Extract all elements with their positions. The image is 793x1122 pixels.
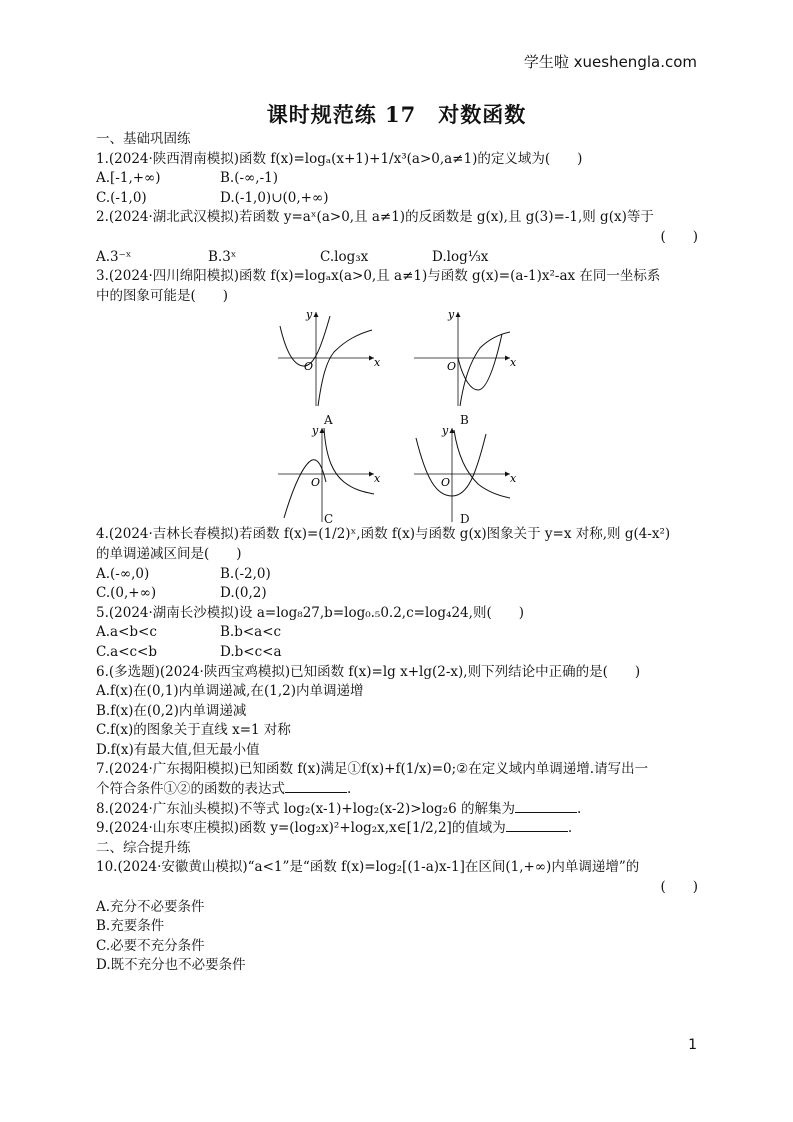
y-axis-arrow-icon bbox=[456, 312, 461, 317]
q10-option-b[interactable]: B.充要条件 bbox=[96, 918, 165, 935]
page-number: 1 bbox=[688, 1037, 697, 1053]
log-curve bbox=[454, 430, 510, 498]
q9-answer-blank[interactable] bbox=[506, 819, 568, 832]
q8-stem: 8.(2024·广东汕头模拟)不等式 log₂(x-1)+log₂(x-2)>log₂6 的解集为 bbox=[96, 800, 515, 817]
q10-answer-paren: ( ) bbox=[660, 879, 698, 896]
q3-label-d: D bbox=[460, 512, 470, 527]
q7-stem-2-line bbox=[96, 780, 698, 800]
document-body bbox=[96, 130, 698, 976]
page-title: 课时规范练 17 对数函数 bbox=[266, 102, 527, 127]
q1-option-b[interactable]: B.(-∞,-1) bbox=[220, 170, 278, 187]
q8-answer-blank[interactable] bbox=[515, 800, 577, 813]
q1-option-c[interactable]: C.(-1,0) bbox=[96, 189, 147, 206]
q5-options-row2 bbox=[96, 643, 698, 663]
y-axis-label: y bbox=[312, 424, 319, 438]
q8-line bbox=[96, 800, 698, 820]
q4-options-row2 bbox=[96, 584, 698, 604]
q2-option-a[interactable]: A.3⁻ˣ bbox=[96, 248, 132, 265]
q2-options bbox=[96, 248, 698, 268]
x-axis-label: x bbox=[374, 356, 381, 370]
q10-paren-line bbox=[96, 878, 698, 898]
q6-stem: 6.(多选题)(2024·陕西宝鸡模拟)已知函数 f(x)=lg x+lg(2-x),则下列结论中正确的是( ) bbox=[96, 663, 641, 680]
q1-option-d[interactable]: D.(-1,0)∪(0,+∞) bbox=[220, 189, 329, 206]
q3-label-c: C bbox=[324, 512, 334, 527]
q7-stem-1: 7.(2024·广东揭阳模拟)已知函数 f(x)满足①f(x)+f(1/x)=0;②在定义域内单调递增.请写出一 bbox=[96, 761, 649, 778]
q5-option-d[interactable]: D.b<c<a bbox=[220, 643, 282, 660]
q9-stem: 9.(2024·山东枣庄模拟)函数 y=(log₂x)²+log₂x,x∈[1/2,2]的值域为 bbox=[96, 820, 506, 837]
q3-stem-1: 3.(2024·四川绵阳模拟)函数 f(x)=logₐx(a>0,且 a≠1)与函数 g(x)=(a-1)x²-ax 在同一坐标系 bbox=[96, 268, 661, 285]
q9-end: . bbox=[567, 820, 573, 837]
watermark: 学生啦 xueshengla.com bbox=[523, 53, 697, 71]
x-axis-label: x bbox=[510, 356, 517, 370]
section-heading-1: 一、基础巩固练 bbox=[96, 131, 191, 147]
q5-option-b[interactable]: B.b<a<c bbox=[220, 624, 282, 641]
q7-answer-blank[interactable] bbox=[285, 780, 347, 793]
q1-options-row2 bbox=[96, 189, 698, 209]
q4-option-c[interactable]: C.(0,+∞) bbox=[96, 585, 157, 602]
q3-graph-d[interactable] bbox=[414, 424, 534, 524]
q4-option-d[interactable]: D.(0,2) bbox=[220, 585, 267, 602]
q4-option-a[interactable]: A.(-∞,0) bbox=[96, 565, 150, 582]
q5-option-c[interactable]: C.a<c<b bbox=[96, 643, 158, 660]
q2-option-c[interactable]: C.log₃x bbox=[320, 248, 369, 265]
y-axis-label: y bbox=[448, 308, 455, 322]
q1-options-row1 bbox=[96, 169, 698, 189]
q2-option-d[interactable]: D.log⅓x bbox=[432, 248, 489, 265]
q6-option-d[interactable]: D.f(x)有最大值,但无最小值 bbox=[96, 741, 260, 758]
q6-option-a[interactable]: A.f(x)在(0,1)内单调递减,在(1,2)内单调递增 bbox=[96, 683, 364, 700]
q10-stem: 10.(2024·安徽黄山模拟)“a<1”是“函数 f(x)=log₂[(1-a)x-1]在区间(1,+∞)内单调递增”的 bbox=[96, 859, 640, 876]
q3-figures bbox=[96, 308, 698, 527]
q3-graph-b[interactable] bbox=[414, 308, 534, 408]
q10-option-d[interactable]: D.既不充分也不必要条件 bbox=[96, 957, 246, 974]
q1-option-a[interactable]: A.[-1,+∞) bbox=[96, 170, 161, 187]
q3-label-b: B bbox=[460, 413, 469, 428]
log-curve bbox=[318, 330, 372, 406]
q2-option-b[interactable]: B.3ˣ bbox=[208, 248, 237, 265]
q1-stem: 1.(2024·陕西渭南模拟)函数 f(x)=logₐ(x+1)+1/x³(a>0,a≠1)的定义域为( ) bbox=[96, 150, 583, 167]
q8-end: . bbox=[576, 800, 582, 817]
y-axis-label: y bbox=[442, 424, 449, 438]
x-axis-label: x bbox=[374, 472, 381, 486]
q2-stem: 2.(2024·湖北武汉模拟)若函数 y=aˣ(a>0,且 a≠1)的反函数是 g(x),且 g(3)=-1,则 g(x)等于 bbox=[96, 209, 654, 226]
q4-stem-1: 4.(2024·吉林长春模拟)若函数 f(x)=(1/2)ˣ,函数 f(x)与函数 g(x)图象关于 y=x 对称,则 g(4-x²) bbox=[96, 526, 671, 543]
origin-label: O bbox=[441, 476, 451, 490]
y-axis-arrow-icon bbox=[314, 312, 319, 317]
q2-paren-line bbox=[96, 228, 698, 248]
q3-label-a: A bbox=[324, 413, 333, 428]
parabola-curve bbox=[416, 434, 486, 496]
q10-option-c[interactable]: C.必要不充分条件 bbox=[96, 937, 205, 954]
q6-option-b[interactable]: B.f(x)在(0,2)内单调递减 bbox=[96, 702, 247, 719]
q7-end: . bbox=[347, 781, 352, 798]
parabola-curve bbox=[280, 316, 330, 366]
origin-label: O bbox=[447, 360, 457, 374]
q4-options-row1 bbox=[96, 565, 698, 585]
origin-label: O bbox=[304, 360, 314, 374]
q4-stem-2: 的单调递减区间是( ) bbox=[96, 545, 242, 562]
q3-graph-a[interactable] bbox=[278, 308, 398, 408]
log-curve bbox=[460, 332, 510, 406]
q6-option-c[interactable]: C.f(x)的图象关于直线 x=1 对称 bbox=[96, 722, 291, 739]
q10-option-a[interactable]: A.充分不必要条件 bbox=[96, 898, 205, 915]
q5-option-a[interactable]: A.a<b<c bbox=[96, 624, 157, 641]
y-axis-label: y bbox=[306, 308, 313, 322]
q5-options-row1 bbox=[96, 623, 698, 643]
x-axis-label: x bbox=[510, 472, 517, 486]
q4-option-b[interactable]: B.(-2,0) bbox=[220, 565, 271, 582]
q7-stem-2: 个符合条件①②的函数的表达式 bbox=[96, 781, 285, 798]
section-heading-2: 二、综合提升练 bbox=[96, 839, 191, 856]
log-curve bbox=[324, 428, 374, 494]
q3-graph-c[interactable] bbox=[278, 424, 398, 524]
q2-answer-paren: ( ) bbox=[660, 228, 698, 245]
q3-stem-2: 中的图象可能是( ) bbox=[96, 287, 229, 304]
q5-stem: 5.(2024·湖南长沙模拟)设 a=log₈27,b=log₀.₅0.2,c=log₄24,则( ) bbox=[96, 604, 524, 621]
q9-line bbox=[96, 819, 698, 839]
origin-label: O bbox=[311, 476, 321, 490]
